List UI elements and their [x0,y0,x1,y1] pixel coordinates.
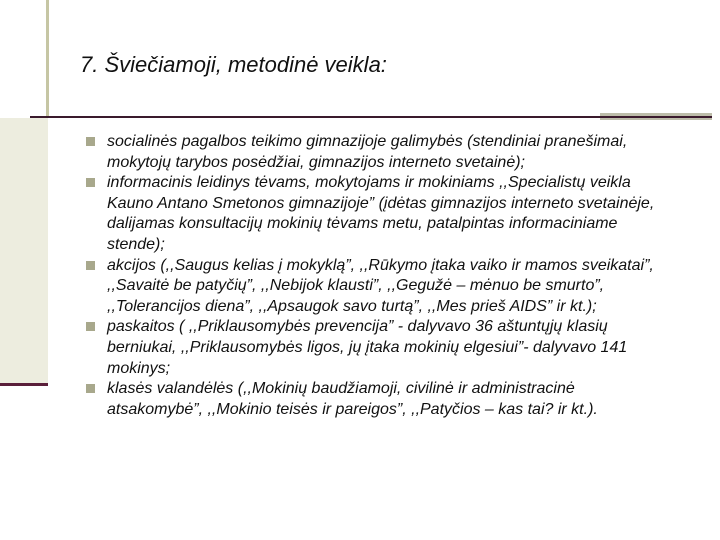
bullet-text: informacinis leidinys tėvams, mokytojams ir mokiniams ,,Specialistų veikla Kauno Antano Smetonos gimnazijoje” (įdėtas gimnazijos interneto svetainėje, dalijamas konsultacijų mokinių tėvams metu, patalpintas informaciniame stende); [107,174,655,253]
title-divider [30,116,712,118]
bullet-text: socialinės pagalbos teikimo gimnazijoje galimybės (stendiniai pranešimai, mokytojų tarybos posėdžiai, gimnazijos interneto svetainė); [107,133,628,171]
square-bullet-icon [86,178,95,187]
bullet-text: akcijos (,,Saugus kelias į mokyklą”, ,,Rūkymo įtaka vaiko ir mamos sveikatai”, ,,Savaitė be patyčių”, ,,Nebijok klausti”, ,,Gegužė – mėnuo be smurto”, ,,Tolerancijos diena”, ,,Apsaugok savo turtą”, ,,Mes prieš AIDS” ir kt.); [107,256,654,315]
bullet-item [86,379,666,420]
bullet-item [86,173,666,255]
square-bullet-icon [86,322,95,331]
slide-title: 7. Šviečiamoji, metodinė veikla: [80,52,387,77]
decorative-side-panel [0,118,48,384]
square-bullet-icon [86,261,95,270]
decorative-side-panel-edge [0,383,48,386]
bullet-item [86,132,666,173]
square-bullet-icon [86,384,95,393]
bullet-text: paskaitos ( ,,Priklausomybės prevencija” - dalyvavo 36 aštuntųjų klasių berniukai, ,,Priklausomybės ligos, jų įtaka mokinių elgesiui”- dalyvavo 141 mokinys; [107,318,628,377]
square-bullet-icon [86,137,95,146]
bullet-text: klasės valandėlės (,,Mokinių baudžiamoji, civilinė ir administracinė atsakomybė”, ,,Mokinio teisės ir pareigos”, ,,Patyčios – kas tai? ir kt.). [107,380,598,418]
bullet-item [86,256,666,318]
bullet-list [86,132,666,420]
decorative-vertical-line [46,0,49,118]
bullet-item [86,317,666,379]
